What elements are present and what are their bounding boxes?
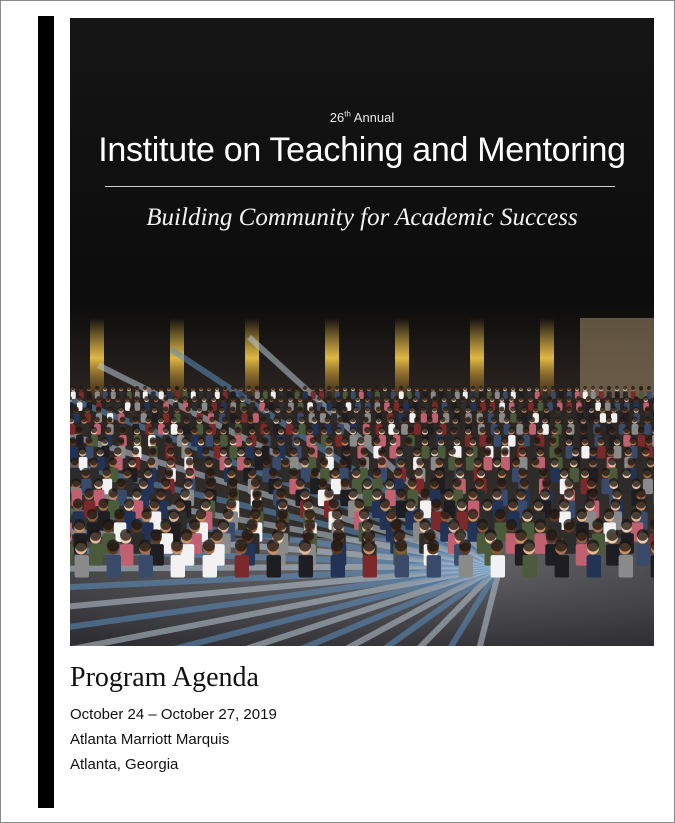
program-venue: Atlanta Marriott Marquis	[70, 731, 230, 748]
edition-label	[70, 110, 654, 125]
side-accent-bar	[38, 16, 54, 808]
edition-number: 26	[329, 110, 345, 125]
program-heading: Program Agenda	[70, 662, 259, 693]
cover-panel	[70, 18, 654, 646]
title-divider	[105, 186, 615, 187]
cover-subtitle: Building Community for Academic Success	[146, 204, 578, 231]
program-dates: October 24 – October 27, 2019	[70, 706, 277, 723]
cover-title: Institute on Teaching and Mentoring	[98, 131, 626, 169]
edition-word: Annual	[353, 110, 395, 125]
edition-suffix: th	[344, 109, 351, 119]
program-city: Atlanta, Georgia	[70, 756, 179, 773]
